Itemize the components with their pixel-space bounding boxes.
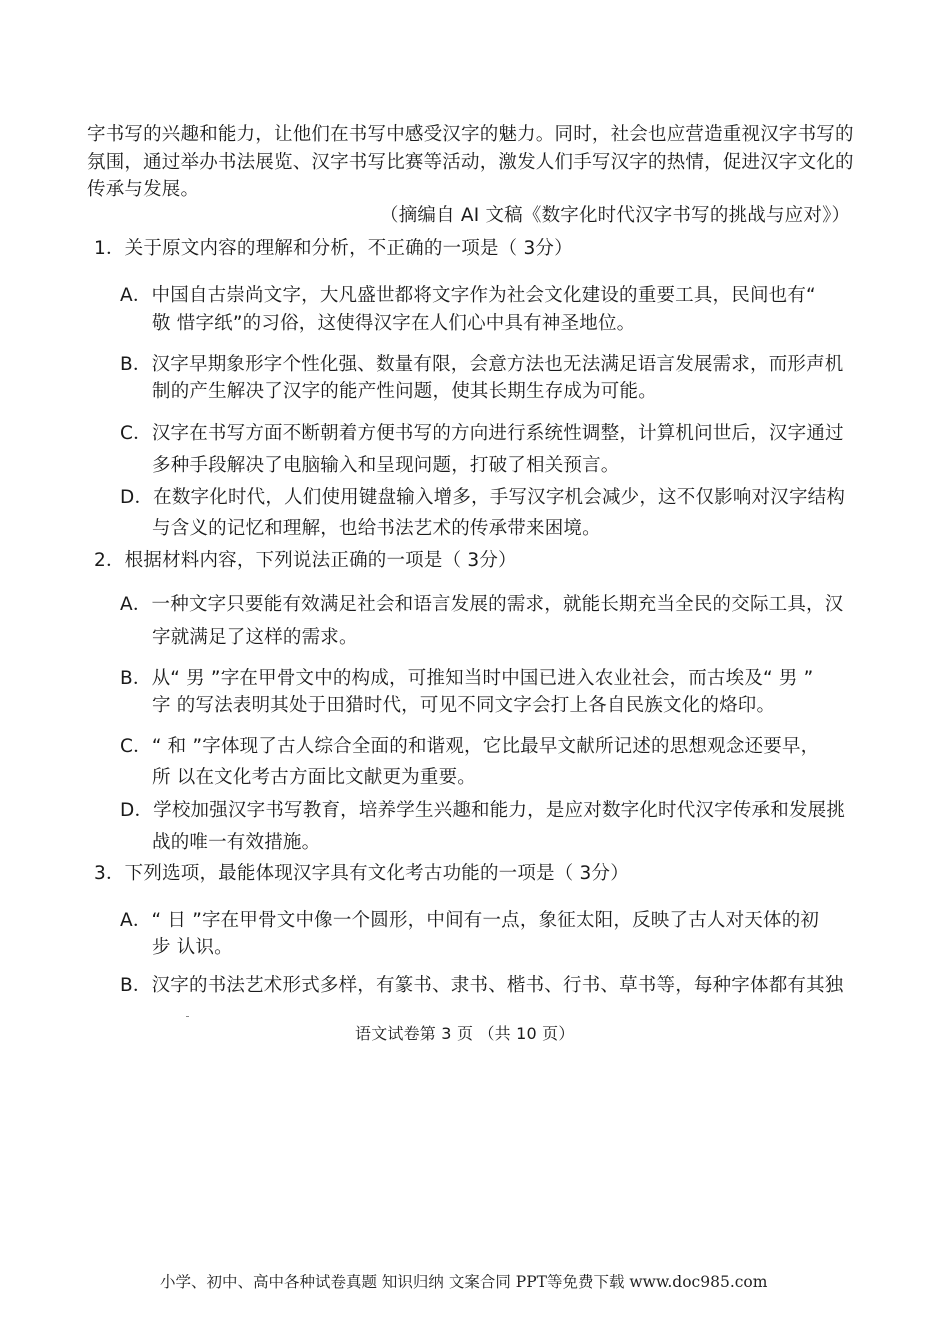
site-footer: 小学、初中、高中各种试卷真题 知识归纳 文案合同 PPT等免费下载 www.doc985.com xyxy=(160,1273,768,1291)
q3-option-a: A．“ 日 ”字在甲骨文中像一个圆形，中间有一点，象征太阳，反映了古人对天体的初 xyxy=(120,910,820,931)
q1-option-b-cont: 制的产生解决了汉字的能产性问题，使其长期生存成为可能。 xyxy=(152,381,657,402)
q1-option-c-cont: 多种手段解决了电脑输入和呈现问题，打破了相关预言。 xyxy=(152,455,620,476)
q1-option-d: D．在数字化时代，人们使用键盘输入增多，手写汉字机会减少，这不仅影响对汉字结构 xyxy=(120,487,846,508)
q2-option-c-cont: 所 以在文化考古方面比文献更为重要。 xyxy=(152,767,476,788)
q1-option-d-cont: 与含义的记忆和理解，也给书法艺术的传承带来困境。 xyxy=(152,518,601,539)
question-2-stem: 2．根据材料内容，下列说法正确的一项是（ 3分） xyxy=(94,550,517,571)
q2-option-b: B．从“ 男 ”字在甲骨文中的构成，可推知当时中国已进入农业社会，而古埃及“ 男 ” xyxy=(120,668,814,689)
q2-option-a: A．一种文字只要能有效满足社会和语言发展的需求，就能长期充当全民的交际工具，汉 xyxy=(120,594,844,615)
q2-option-c: C．“ 和 ”字体现了古人综合全面的和谐观，它比最早文献所记述的思想观念还要早， xyxy=(120,736,820,757)
passage-line: 氛围，通过举办书法展览、汉字书写比赛等活动，激发人们手写汉字的热情，促进汉字文化的 xyxy=(87,152,854,173)
q2-option-b-cont: 字 的写法表明其处于田猎时代，可见不同文字会打上各自民族文化的烙印。 xyxy=(152,695,776,716)
q2-option-d-cont: 战的唯一有效措施。 xyxy=(152,832,321,853)
q1-option-c: C．汉字在书写方面不断朝着方便书写的方向进行系统性调整，计算机问世后，汉字通过 xyxy=(120,423,844,444)
passage-line: 字书写的兴趣和能力，让他们在书写中感受汉字的魅力。同时，社会也应营造重视汉字书写的 xyxy=(87,124,854,145)
question-1-stem: 1．关于原文内容的理解和分析，不正确的一项是（ 3分） xyxy=(94,238,573,259)
page-number-footer: 语文试卷第 3 页 （共 10 页） xyxy=(355,1024,575,1043)
q1-option-a: A．中国自古崇尚文字，大凡盛世都将文字作为社会文化建设的重要工具，民间也有“ xyxy=(120,285,816,306)
question-3-stem: 3．下列选项，最能体现汉字具有文化考古功能的一项是（ 3分） xyxy=(94,863,629,884)
q1-option-b: B．汉字早期象形字个性化强、数量有限，会意方法也无法满足语言发展需求，而形声机 xyxy=(120,354,844,375)
q2-option-a-cont: 字就满足了这样的需求。 xyxy=(152,627,358,648)
q2-option-d: D．学校加强汉字书写教育，培养学生兴趣和能力，是应对数字化时代汉字传承和发展挑 xyxy=(120,800,846,821)
passage-line: 传承与发展。 xyxy=(87,179,200,200)
q3-option-b: B．汉字的书法艺术形式多样，有篆书、隶书、楷书、行书、草书等，每种字体都有其独 xyxy=(120,975,844,996)
q3-option-a-cont: 步 认识。 xyxy=(152,937,233,958)
source-note: （摘编自 AI 文稿《数字化时代汉字书写的挑战与应对》） xyxy=(380,205,851,226)
q1-option-a-cont: 敬 惜字纸”的习俗，这使得汉字在人们心中具有神圣地位。 xyxy=(152,313,636,334)
scan-speck xyxy=(186,1016,189,1017)
